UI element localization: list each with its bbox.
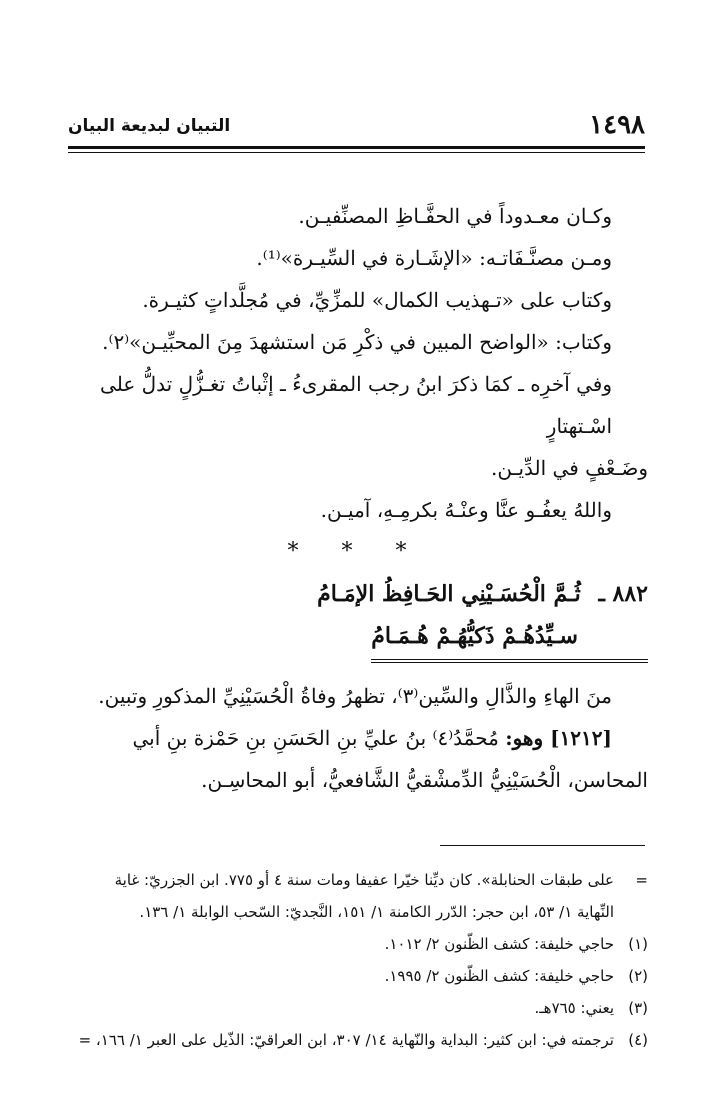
- body-line: وضَـعْفٍ في الدِّيـن.: [491, 456, 648, 480]
- entry-title: ثُـمَّ الْحُسَـيْنِي الحَـافِظُ الإمَـامُ: [317, 581, 581, 607]
- footnote: [64, 896, 648, 928]
- page-number: ١٤٩٨: [589, 110, 645, 140]
- body-line: وكـان معـدوداً في الحفَّـاظِ المصنِّفيـن.: [298, 204, 612, 228]
- body-line: وفي آخرِه ـ كمَا ذكرَ ابنُ رجب المقرىءُ ـ إثْباتُ تغـزُّلٍ تدلُّ على اسْـتهتارٍ: [100, 372, 612, 438]
- header-rule-thin: [68, 152, 645, 153]
- footnote-text: حاجي خليفة: كشف الظّنون ٢/ ١٩٩٥.: [384, 967, 614, 985]
- footnotes: [64, 864, 648, 1056]
- poem-line: سـيِّدُهُـمْ ذَكيُّهُـمْ هُـمَـامُ: [371, 615, 648, 663]
- footnote-marker: (٣): [628, 999, 648, 1017]
- poem-block: [64, 615, 648, 663]
- footnote-text: يعني: ٧٦٥هـ.: [534, 999, 614, 1017]
- entry-number: ٨٨٢ ـ: [598, 581, 648, 607]
- footnote: [64, 864, 648, 896]
- body-line: ومـن مصنَّـفَاتـه: «الإشَـارة في السِّيـرة»⁽¹⁾.: [256, 246, 612, 270]
- running-header: [68, 110, 645, 140]
- main-text: [64, 195, 648, 801]
- bio-line: [64, 717, 648, 759]
- body-line: واللهُ يعفُـو عنَّا وعنْـهُ بكرمِـهِ، آميـن.: [320, 498, 612, 522]
- footnote-text: حاجي خليفة: كشف الظّنون ٢/ ١٠١٢.: [384, 935, 614, 953]
- bio-text: مُحمَّدُ⁽٤⁾ بنُ عليِّ بنِ الحَسَنِ بنِ حَمْزة بنِ أبي: [132, 726, 499, 750]
- header-rule-thick: [68, 146, 645, 149]
- body-line: وكتاب على «تـهذيب الكمال» للمزِّيِّ، في مُجلَّداتٍ كثيـرة.: [142, 288, 612, 312]
- footnote-rule: [440, 845, 645, 846]
- footnote: [64, 928, 648, 960]
- footnote-marker: (١): [628, 935, 648, 953]
- bio-line-2: المحاسن، الْحُسَيْنِيُّ الدِّمشْقيُّ الشَّافعيُّ، أبو المحاسِـن.: [201, 768, 648, 792]
- bio-reference: [١٢١٢] وهو:: [505, 726, 612, 750]
- footnote-text: ترجمته في: ابن كثير: البداية والنّهاية ١٤/ ٣٠٧، ابن العراقيّ: الذّيل على العبر ١/ ١٦٦، =: [78, 1031, 614, 1049]
- footnote-marker: (٢): [628, 967, 648, 985]
- entry-heading: [64, 573, 648, 615]
- explain-line: منَ الهاءِ والذَّالِ والسِّين⁽٣⁾، تظهرُ وفاةُ الْحُسَيْنِيِّ المذكورِ وتبين.: [98, 684, 612, 708]
- footnote-marker: (٤): [628, 1031, 648, 1049]
- footnote-text: النِّهاية ١/ ٥٣، ابن حجر: الدّرر الكامنة ١/ ١٥١، النَّجديّ: السّحب الوابلة ١/ ١٣٦.: [139, 903, 614, 921]
- section-separator: * * *: [287, 539, 425, 564]
- book-title: التبيان لبديعة البيان: [68, 116, 231, 136]
- body-line: وكتاب: «الواضح المبين في ذكْرِ مَن استشهدَ مِنَ المحبِّيـن»⁽٢⁾.: [102, 330, 612, 354]
- footnote: [64, 960, 648, 992]
- footnote-marker: =: [635, 871, 648, 889]
- footnote: [64, 1024, 648, 1056]
- footnote: [64, 992, 648, 1024]
- footnote-text: على طبقات الحنابلة». كان ديِّنا خيّرا عفيفا ومات سنة ٤ أو ٧٧٥. ابن الجزريّ: غاية: [114, 871, 614, 889]
